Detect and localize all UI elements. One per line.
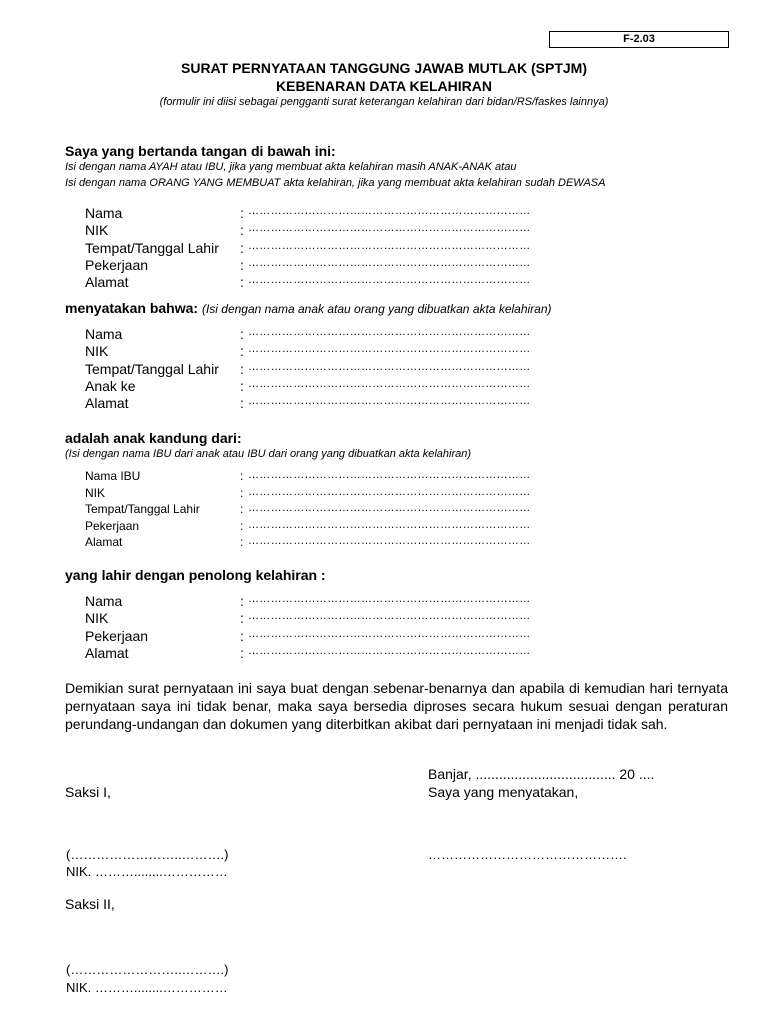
field-label: Nama (85, 326, 123, 342)
section4-heading: yang lahir dengan penolong kelahiran : (65, 567, 326, 583)
field-fill-line[interactable]: ………………………………………………………………… (248, 256, 531, 269)
field-colon: : (240, 205, 244, 221)
field-label: Pekerjaan (85, 627, 149, 644)
field-label: Pekerjaan (85, 256, 149, 273)
field-fill-line[interactable]: ………………………………………………………………… (248, 469, 531, 481)
section1-heading: Saya yang bertanda tangan di bawah ini: (65, 143, 336, 159)
declarant-label: Saya yang menyatakan, (428, 784, 579, 800)
field-colon: : (240, 395, 244, 412)
witness1-label: Saksi I, (65, 784, 111, 800)
section3-note: (Isi dengan nama IBU dari anak atau IBU dari orang yang dibuatkan akta kelahiran) (65, 448, 472, 460)
field-label: NIK (85, 343, 109, 360)
field-colon: : (240, 256, 244, 273)
field-colon: : (240, 502, 244, 516)
field-label: NIK (85, 485, 106, 500)
field-label: Tempat/Tanggal Lahir (85, 360, 219, 377)
field-fill-line[interactable]: ………………………………………………………………… (248, 518, 531, 531)
declarant-sign-line: ………………………………………. (428, 847, 627, 862)
field-colon: : (240, 377, 244, 394)
field-colon: : (240, 469, 244, 483)
witness2-label: Saksi II, (65, 896, 115, 912)
field-fill-line[interactable]: ………………………………………………………………… (248, 239, 531, 252)
title-line-1: SURAT PERNYATAAN TANGGUNG JAWAB MUTLAK (SPTJM) (181, 60, 587, 76)
field-fill-line[interactable]: ………………………………………………………………… (248, 274, 531, 287)
subtitle: (formulir ini diisi sebagai pengganti surat keterangan kelahiran dari bidan/RS/faskes lainnya) (159, 96, 609, 108)
field-fill-line[interactable]: ………………………………………………………………… (248, 593, 531, 605)
section3-heading: adalah anak kandung dari: (65, 430, 242, 446)
field-label: Nama (85, 205, 123, 221)
title-line-2: KEBENARAN DATA KELAHIRAN (276, 78, 492, 94)
field-label: Tempat/Tanggal Lahir (85, 502, 200, 516)
field-label: NIK (85, 610, 109, 627)
field-colon: : (240, 360, 244, 377)
field-label: Alamat (85, 535, 123, 549)
field-label: Pekerjaan (85, 518, 140, 533)
section2-heading: menyatakan bahwa: (65, 300, 199, 316)
witness2-nik: NIK. ………........…………… (66, 980, 228, 995)
field-label: Anak ke (85, 377, 136, 394)
field-fill-line[interactable]: ………………………………………………………………… (248, 360, 531, 373)
section2-heading-line (65, 300, 552, 316)
field-colon: : (240, 485, 244, 500)
field-fill-line[interactable]: ………………………………………………………………… (248, 377, 531, 390)
statement-paragraph: Demikian surat pernyataan ini saya buat dengan sebenar-benarnya dan apabila di kemudian hari ternyata pernyataan saya ini tidak benar, maka saya bersedia diproses secara hukum sesuai dengan peraturan perundang-undangan dan dokumen yang diterbitkan akibat dari pernyataan ini menjadi tidak sah. (65, 680, 728, 732)
field-label: Alamat (85, 274, 129, 291)
field-fill-line[interactable]: ………………………………………………………………… (248, 535, 531, 547)
witness1-sign-line: (……………………..……….) (66, 847, 229, 862)
field-fill-line[interactable]: ………………………………………………………………… (248, 205, 531, 217)
field-label: Alamat (85, 644, 129, 661)
witness2-sign-line: (……………………..……….) (66, 962, 229, 977)
field-label: Tempat/Tanggal Lahir (85, 239, 219, 256)
field-label: Alamat (85, 395, 129, 412)
section1-note-2: Isi dengan nama ORANG YANG MEMBUAT akta kelahiran, jika yang membuat akta kelahiran sudah DEWASA (65, 177, 606, 189)
field-colon: : (240, 239, 244, 256)
field-colon: : (240, 610, 244, 627)
field-colon: : (240, 326, 244, 342)
field-colon: : (240, 274, 244, 291)
field-fill-line[interactable]: ………………………………………………………………… (248, 222, 531, 235)
field-fill-line[interactable]: ………………………………………………………………… (248, 326, 531, 338)
field-label: Nama IBU (85, 469, 141, 483)
field-fill-line[interactable]: ………………………………………………………………… (248, 395, 531, 408)
field-colon: : (240, 593, 244, 609)
field-fill-line[interactable]: ………………………………………………………………… (248, 502, 531, 514)
field-colon: : (240, 644, 244, 661)
field-fill-line[interactable]: ………………………………………………………………… (248, 610, 531, 623)
field-label: NIK (85, 222, 109, 239)
witness1-nik: NIK. ………........…………… (66, 864, 228, 879)
field-fill-line[interactable]: ………………………………………………………………… (248, 485, 531, 498)
field-fill-line[interactable]: ………………………………………………………………… (248, 343, 531, 356)
place-date: Banjar, .................................... 20 .... (428, 766, 655, 782)
section2-note: (Isi dengan nama anak atau orang yang dibuatkan akta kelahiran) (201, 302, 552, 316)
field-colon: : (240, 222, 244, 239)
field-label: Nama (85, 593, 123, 609)
section1-note-1: Isi dengan nama AYAH atau IBU, jika yang membuat akta kelahiran masih ANAK-ANAK atau (65, 161, 517, 173)
field-colon: : (240, 535, 244, 549)
form-code-box: F-2.03 (549, 31, 729, 48)
field-fill-line[interactable]: ………………………………………………………………… (248, 627, 531, 640)
field-colon: : (240, 343, 244, 360)
field-fill-line[interactable]: ………………………………………………………………… (248, 644, 531, 657)
field-colon: : (240, 627, 244, 644)
field-colon: : (240, 518, 244, 533)
